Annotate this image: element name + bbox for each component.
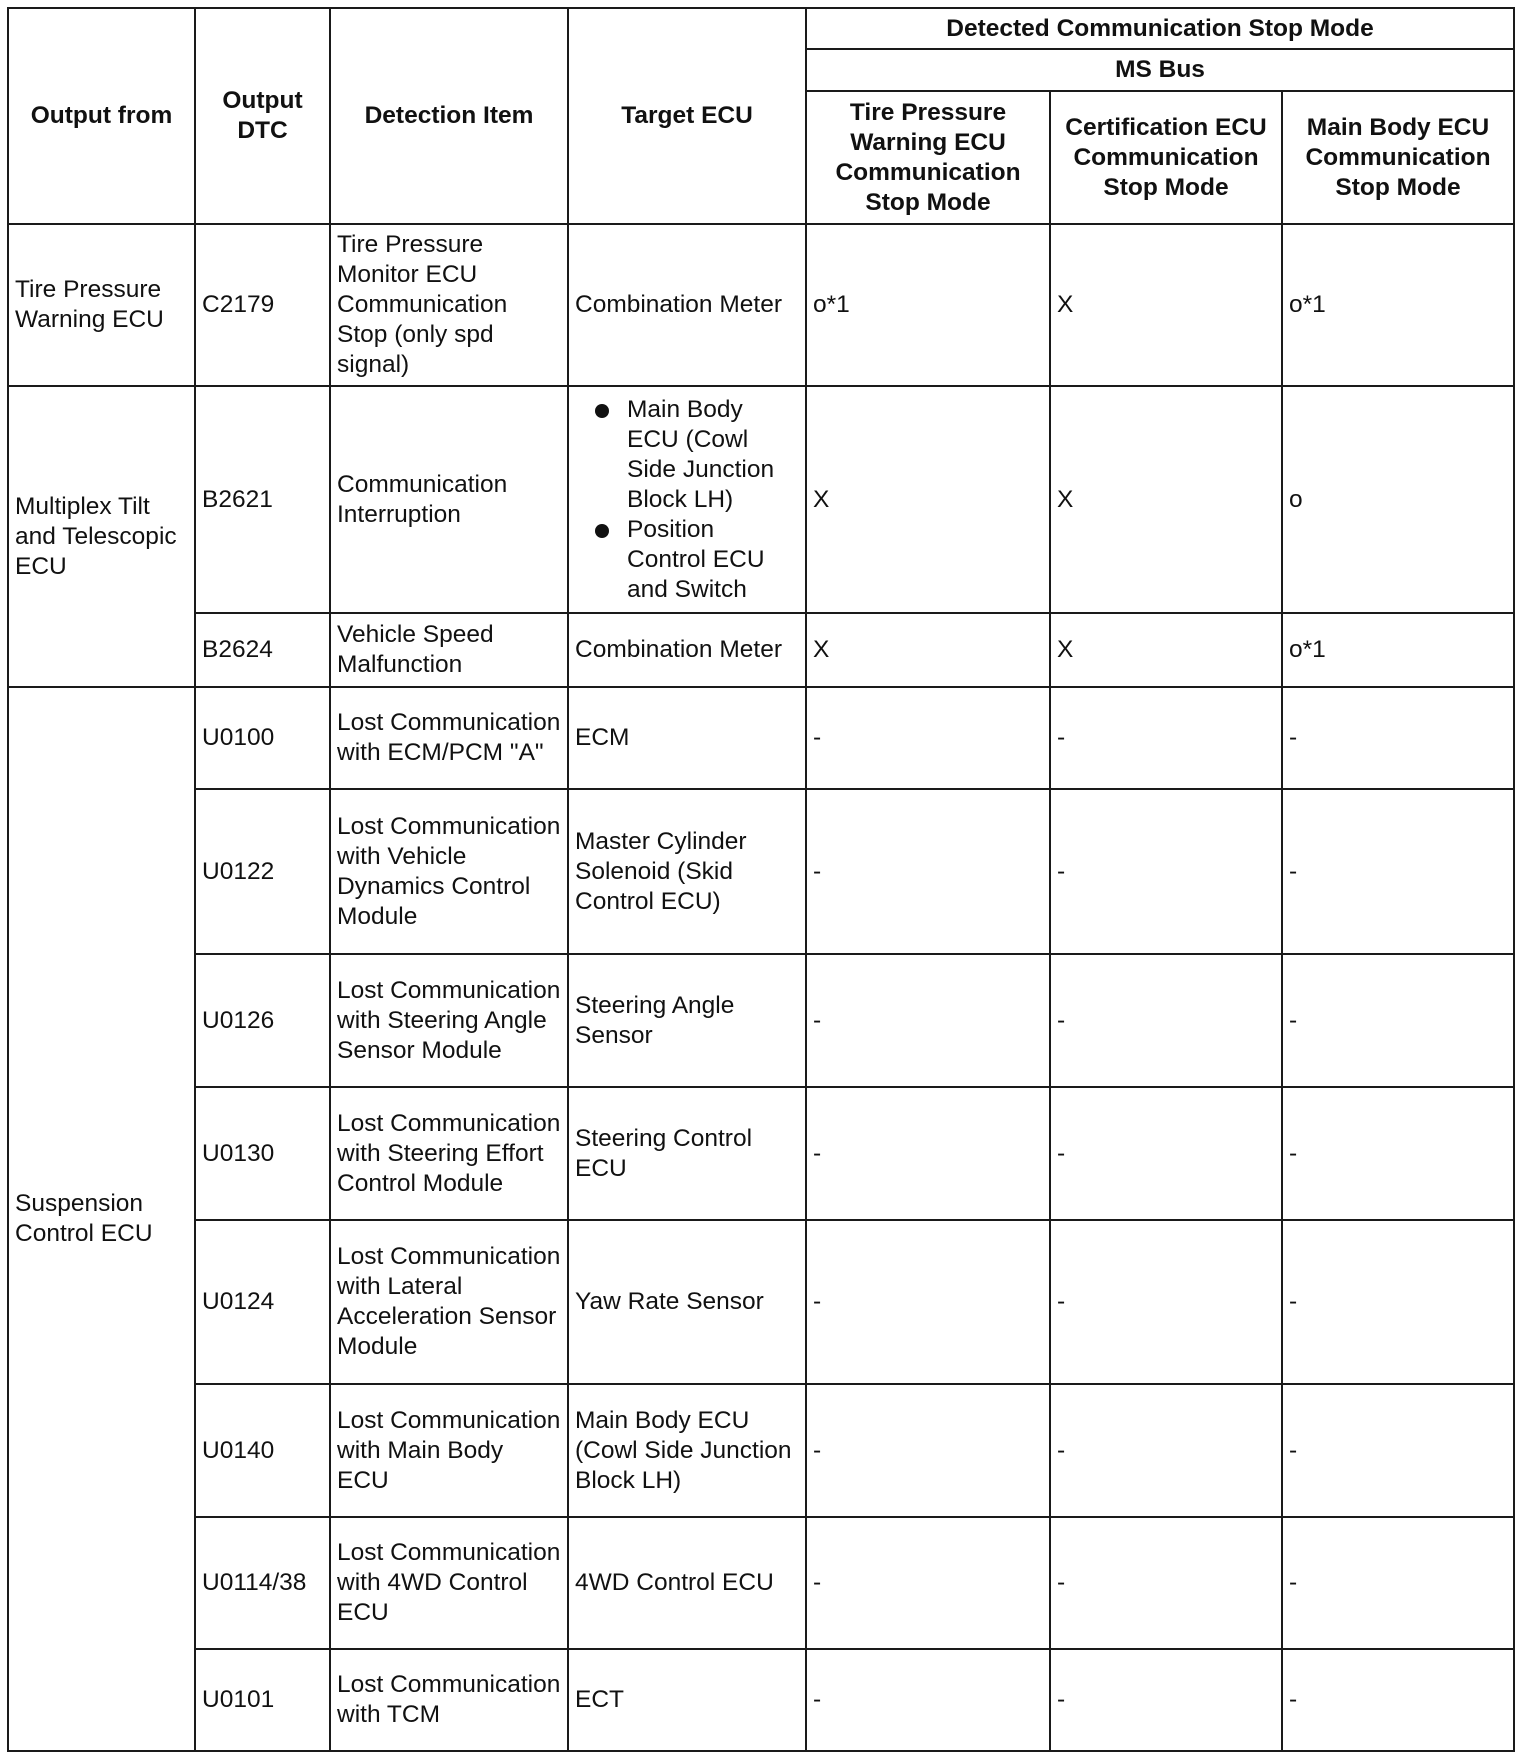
- group-cell-multiplex: Multiplex Tilt and Telescopic ECU: [8, 386, 195, 687]
- detection-item-cell: Lost Communication with Steering Angle Sensor Module: [330, 954, 568, 1087]
- detection-item-cell: Vehicle Speed Malfunction: [330, 613, 568, 687]
- target-ecu-list: [575, 395, 799, 605]
- tire-mode-cell: -: [806, 687, 1050, 789]
- table-row: [8, 687, 1514, 789]
- detection-item-cell: Lost Communication with ECM/PCM "A": [330, 687, 568, 789]
- tire-mode-cell: -: [806, 1649, 1050, 1751]
- main-mode-cell: o*1: [1282, 613, 1514, 687]
- cert-mode-cell: X: [1050, 386, 1282, 613]
- dtc-cell: U0126: [195, 954, 330, 1087]
- header-main-mode: Main Body ECU Communication Stop Mode: [1282, 91, 1514, 224]
- main-mode-cell: -: [1282, 789, 1514, 954]
- tire-mode-cell: X: [806, 386, 1050, 613]
- group-cell-tire: Tire Pressure Warning ECU: [8, 224, 195, 386]
- table-row: [8, 1220, 1514, 1384]
- table-row: [8, 1087, 1514, 1220]
- target-ecu-cell: 4WD Control ECU: [568, 1517, 806, 1649]
- target-ecu-cell: Master Cylinder Solenoid (Skid Control ECU): [568, 789, 806, 954]
- main-mode-cell: -: [1282, 1220, 1514, 1384]
- detection-item-cell: Lost Communication with 4WD Control ECU: [330, 1517, 568, 1649]
- dtc-cell: U0101: [195, 1649, 330, 1751]
- table-row: [8, 224, 1514, 386]
- tire-mode-cell: o*1: [806, 224, 1050, 386]
- target-ecu-cell: Yaw Rate Sensor: [568, 1220, 806, 1384]
- header-tire-mode: Tire Pressure Warning ECU Communication Stop Mode: [806, 91, 1050, 224]
- target-ecu-cell: [568, 386, 806, 613]
- header-detection-item: Detection Item: [330, 8, 568, 224]
- detection-item-cell: Lost Communication with Steering Effort Control Module: [330, 1087, 568, 1220]
- list-item: Main Body ECU (Cowl Side Junction Block LH): [627, 395, 799, 515]
- cert-mode-cell: -: [1050, 1649, 1282, 1751]
- dtc-cell: U0122: [195, 789, 330, 954]
- header-output-dtc: Output DTC: [195, 8, 330, 224]
- header-output-from: Output from: [8, 8, 195, 224]
- cert-mode-cell: -: [1050, 687, 1282, 789]
- header-target-ecu: Target ECU: [568, 8, 806, 224]
- tire-mode-cell: -: [806, 954, 1050, 1087]
- main-mode-cell: -: [1282, 1649, 1514, 1751]
- table-row: [8, 1384, 1514, 1517]
- table-row: [8, 789, 1514, 954]
- detection-item-cell: Lost Communication with Lateral Acceleration Sensor Module: [330, 1220, 568, 1384]
- header-cert-mode: Certification ECU Communication Stop Mode: [1050, 91, 1282, 224]
- main-mode-cell: -: [1282, 1517, 1514, 1649]
- table-row: [8, 1517, 1514, 1649]
- main-mode-cell: o: [1282, 386, 1514, 613]
- target-ecu-cell: Main Body ECU (Cowl Side Junction Block LH): [568, 1384, 806, 1517]
- tire-mode-cell: -: [806, 1087, 1050, 1220]
- cert-mode-cell: X: [1050, 613, 1282, 687]
- tire-mode-cell: -: [806, 1384, 1050, 1517]
- tire-mode-cell: -: [806, 1517, 1050, 1649]
- dtc-cell: B2624: [195, 613, 330, 687]
- tire-mode-cell: -: [806, 789, 1050, 954]
- header-ms-bus: MS Bus: [806, 49, 1514, 91]
- target-ecu-cell: ECM: [568, 687, 806, 789]
- dtc-cell: U0114/38: [195, 1517, 330, 1649]
- table-row: [8, 954, 1514, 1087]
- tire-mode-cell: X: [806, 613, 1050, 687]
- main-mode-cell: -: [1282, 1384, 1514, 1517]
- cert-mode-cell: -: [1050, 1384, 1282, 1517]
- list-item: Position Control ECU and Switch: [627, 515, 799, 605]
- detection-item-cell: Communication Interruption: [330, 386, 568, 613]
- target-ecu-cell: Steering Control ECU: [568, 1087, 806, 1220]
- main-mode-cell: -: [1282, 954, 1514, 1087]
- target-ecu-cell: Combination Meter: [568, 224, 806, 386]
- header-detected-mode: Detected Communication Stop Mode: [806, 8, 1514, 49]
- target-ecu-cell: ECT: [568, 1649, 806, 1751]
- main-mode-cell: -: [1282, 1087, 1514, 1220]
- dtc-cell: U0130: [195, 1087, 330, 1220]
- cert-mode-cell: -: [1050, 1087, 1282, 1220]
- detection-item-cell: Lost Communication with TCM: [330, 1649, 568, 1751]
- detection-item-cell: Lost Communication with Main Body ECU: [330, 1384, 568, 1517]
- dtc-cell: C2179: [195, 224, 330, 386]
- cert-mode-cell: X: [1050, 224, 1282, 386]
- dtc-cell: U0124: [195, 1220, 330, 1384]
- group-cell-suspension: Suspension Control ECU: [8, 687, 195, 1751]
- table-row: [8, 386, 1514, 613]
- table-row: [8, 1649, 1514, 1751]
- detection-item-cell: Tire Pressure Monitor ECU Communication Stop (only spd signal): [330, 224, 568, 386]
- dtc-table: [7, 7, 1515, 1752]
- tire-mode-cell: -: [806, 1220, 1050, 1384]
- target-ecu-cell: Combination Meter: [568, 613, 806, 687]
- target-ecu-cell: Steering Angle Sensor: [568, 954, 806, 1087]
- table-row: [8, 613, 1514, 687]
- cert-mode-cell: -: [1050, 954, 1282, 1087]
- main-mode-cell: o*1: [1282, 224, 1514, 386]
- main-mode-cell: -: [1282, 687, 1514, 789]
- dtc-cell: B2621: [195, 386, 330, 613]
- dtc-cell: U0140: [195, 1384, 330, 1517]
- dtc-cell: U0100: [195, 687, 330, 789]
- cert-mode-cell: -: [1050, 1220, 1282, 1384]
- detection-item-cell: Lost Communication with Vehicle Dynamics Control Module: [330, 789, 568, 954]
- cert-mode-cell: -: [1050, 1517, 1282, 1649]
- cert-mode-cell: -: [1050, 789, 1282, 954]
